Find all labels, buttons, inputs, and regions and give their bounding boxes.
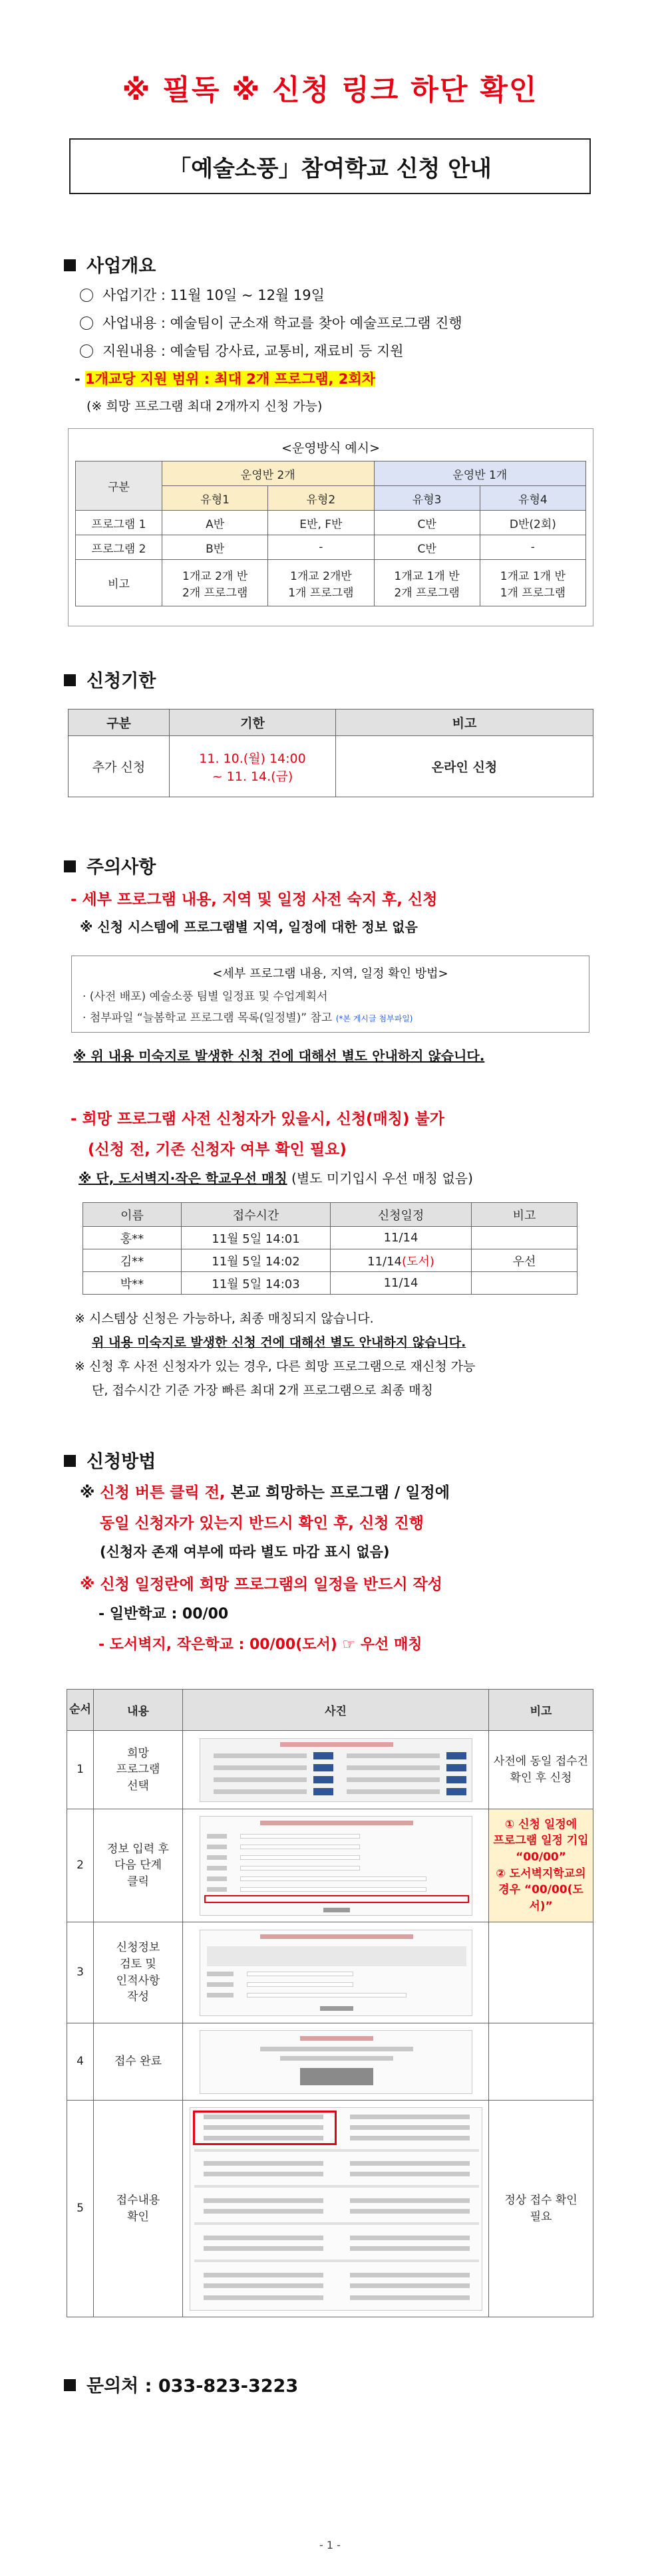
method-line-3: (신청자 존재 여부에 따라 별도 마감 표시 없음) (100, 1544, 390, 1560)
order-note (472, 1227, 578, 1249)
step-screenshot (183, 1809, 489, 1922)
step-header: 비고 (489, 1690, 593, 1731)
top-notice: ※ 필독 ※ 신청 링크 하단 확인 (122, 74, 538, 107)
ops-row (76, 511, 586, 535)
step-row (67, 2023, 593, 2101)
order-header: 비고 (472, 1203, 578, 1227)
square-bullet-icon (64, 1455, 76, 1467)
ops-cell: - (268, 535, 374, 560)
system-note-4: 단, 접수시간 기준 가장 빠른 최대 2개 프로그램으로 최종 매칭 (92, 1383, 433, 1398)
method-line-4: ※ 신청 일정란에 희망 프로그램의 일정을 반드시 작성 (80, 1576, 442, 1593)
ops-cell: D반(2회) (480, 511, 585, 535)
step-1-screenshot-image (200, 1738, 472, 1802)
step-content: 접수내용 확인 (94, 2101, 183, 2317)
order-note: 우선 (472, 1249, 578, 1272)
operation-example-box (68, 428, 593, 626)
deadline-header: 기한 (170, 709, 336, 736)
ops-header-label: 구분 (76, 461, 162, 511)
deadline-header: 비고 (336, 709, 593, 736)
order-date: 11/14 (331, 1272, 472, 1295)
method-line-1: ※ 신청 버튼 클릭 전, 본교 희망하는 프로그램 / 일정에 (80, 1484, 450, 1501)
step-header: 사진 (183, 1690, 489, 1731)
program-info-box (71, 956, 589, 1033)
overview-content: 사업내용 : 예술팀이 군소재 학교를 찾아 예술프로그램 진행 (80, 313, 462, 332)
step-number: 1 (67, 1731, 94, 1809)
operation-example-table (75, 461, 586, 606)
step-content: 희망 프로그램 선택 (94, 1731, 183, 1809)
step-note (489, 1922, 593, 2023)
ops-cell: - (480, 535, 585, 560)
ops-row-label: 프로그램 2 (76, 535, 162, 560)
method-line-6: - 도서벽지, 작은학교 : 00/00(도서) ☞ 우선 매칭 (98, 1636, 422, 1653)
ops-row-label: 프로그램 1 (76, 511, 162, 535)
step-row (67, 1809, 593, 1922)
circle-bullet-icon (80, 289, 93, 302)
step-content: 접수 완료 (94, 2023, 183, 2101)
program-info-line: · 첨부파일 “늘봄학교 프로그램 목록(일정별)” 참고 (*본 게시글 첨부파일) (82, 1011, 413, 1025)
ops-type: 유형2 (268, 486, 374, 511)
order-name: 김** (83, 1249, 182, 1272)
caution-warning: ※ 위 내용 미숙지로 발생한 신청 건에 대해선 별도 안내하지 않습니다. (73, 1048, 485, 1064)
circle-bullet-icon (80, 317, 93, 330)
step-row (67, 1731, 593, 1809)
deadline-row (69, 736, 593, 797)
step-note: ① 신청 일정에 프로그램 일정 기입 “00/00” ② 도서벽지학교의 경우 “00/00(도서)” (489, 1809, 593, 1922)
step-header: 순서 (67, 1690, 94, 1731)
ops-row-label: 비고 (76, 560, 162, 606)
section-heading-caution: 주의사항 (64, 852, 156, 878)
deadline-note: 온라인 신청 (336, 736, 593, 797)
step-note: 정상 접수 확인 필요 (489, 2101, 593, 2317)
step-number: 4 (67, 2023, 94, 2101)
order-name: 박** (83, 1272, 182, 1295)
page-number: - 1 - (319, 2539, 341, 2551)
ops-row (76, 560, 586, 606)
square-bullet-icon (64, 674, 76, 686)
order-time: 11월 5일 14:02 (182, 1249, 331, 1272)
ops-group-2: 운영반 1개 (374, 461, 586, 486)
step-3-screenshot-image (200, 1930, 472, 2016)
step-row (67, 2101, 593, 2317)
square-bullet-icon (64, 2379, 76, 2391)
order-header: 이름 (83, 1203, 182, 1227)
step-2-screenshot-image (200, 1816, 472, 1916)
step-screenshot (183, 1731, 489, 1809)
square-bullet-icon (64, 860, 76, 872)
caution-item-1: - 세부 프로그램 내용, 지역 및 일정 사전 숙지 후, 신청 (71, 891, 438, 908)
caution-item-2-note: ※ 단, 도서벽지·작은 학교우선 매칭 (별도 미기입시 우선 매칭 없음) (79, 1170, 473, 1186)
ops-cell: 1개교 1개 반 1개 프로그램 (480, 560, 585, 606)
overview-scope: - 1개교당 지원 범위 : 최대 2개 프로그램, 2회차 (75, 371, 375, 387)
deadline-header: 구분 (69, 709, 170, 736)
ops-type: 유형4 (480, 486, 585, 511)
order-date: 11/14(도서) (331, 1249, 472, 1272)
document-title: 「예술소풍」참여학교 신청 안내 (69, 138, 591, 194)
application-steps-table (67, 1689, 593, 2317)
system-note-3: ※ 신청 후 사전 신청자가 있는 경우, 다른 희망 프로그램으로 재신청 가능 (75, 1359, 476, 1374)
method-line-2: 동일 신청자가 있는지 반드시 확인 후, 신청 진행 (100, 1515, 424, 1532)
order-name: 홍** (83, 1227, 182, 1249)
program-info-caption: <세부 프로그램 내용, 지역, 일정 확인 방법> (212, 967, 448, 981)
ops-type: 유형1 (162, 486, 268, 511)
ops-cell: 1개교 2개반 1개 프로그램 (268, 560, 374, 606)
ops-cell: B반 (162, 535, 268, 560)
order-header: 신청일정 (331, 1203, 472, 1227)
step-content: 정보 입력 후 다음 단계 클릭 (94, 1809, 183, 1922)
table-row (83, 1227, 578, 1249)
contact-info: 문의처 : 033-823-3223 (64, 2371, 298, 2397)
order-example-table (82, 1202, 578, 1295)
operation-example-caption: <운영방식 예시> (281, 441, 380, 455)
ops-cell: C반 (374, 535, 480, 560)
step-5-screenshot-image (190, 2107, 482, 2311)
square-bullet-icon (64, 259, 76, 271)
deadline-period: 11. 10.(월) 14:00 ~ 11. 14.(금) (170, 736, 336, 797)
overview-scope-note: (※ 희망 프로그램 최대 2개까지 신청 가능) (86, 399, 323, 414)
deadline-table (68, 709, 593, 797)
caution-item-1-note: ※ 신청 시스템에 프로그램별 지역, 일정에 대한 정보 없음 (80, 919, 418, 935)
order-header: 접수시간 (182, 1203, 331, 1227)
step-screenshot (183, 1922, 489, 2023)
table-row (83, 1272, 578, 1295)
section-heading-deadline: 신청기한 (64, 666, 156, 692)
step-content: 신청정보 검토 및 인적사항 작성 (94, 1922, 183, 2023)
section-heading-method: 신청방법 (64, 1447, 156, 1473)
table-row (83, 1249, 578, 1272)
overview-support: 지원내용 : 예술팀 강사료, 교통비, 재료비 등 지원 (80, 340, 404, 360)
step-4-screenshot-image (200, 2030, 472, 2094)
step-note: 사전에 동일 접수건 확인 후 신청 (489, 1731, 593, 1809)
ops-type: 유형3 (374, 486, 480, 511)
order-time: 11월 5일 14:01 (182, 1227, 331, 1249)
method-line-5: - 일반학교 : 00/00 (98, 1606, 229, 1622)
step-note (489, 2023, 593, 2101)
step-row (67, 1922, 593, 2023)
step-number: 3 (67, 1922, 94, 2023)
overview-period: 사업기간 : 11월 10일 ~ 12월 19일 (80, 285, 325, 305)
caution-item-2: - 희망 프로그램 사전 신청자가 있을시, 신청(매칭) 불가 (71, 1110, 444, 1128)
step-number: 2 (67, 1809, 94, 1922)
system-note-1: ※ 시스템상 신청은 가능하나, 최종 매칭되지 않습니다. (75, 1311, 374, 1326)
order-date: 11/14 (331, 1227, 472, 1249)
ops-cell: A반 (162, 511, 268, 535)
ops-cell: E반, F반 (268, 511, 374, 535)
ops-cell: 1개교 2개 반 2개 프로그램 (162, 560, 268, 606)
ops-group-1: 운영반 2개 (162, 461, 375, 486)
step-screenshot (183, 2023, 489, 2101)
step-header: 내용 (94, 1690, 183, 1731)
circle-bullet-icon (80, 344, 93, 358)
order-note (472, 1272, 578, 1295)
order-time: 11월 5일 14:03 (182, 1272, 331, 1295)
deadline-type: 추가 신청 (69, 736, 170, 797)
ops-row (76, 535, 586, 560)
step-screenshot (183, 2101, 489, 2317)
caution-item-2-sub: (신청 전, 기존 신청자 여부 확인 필요) (88, 1141, 347, 1158)
step-number: 5 (67, 2101, 94, 2317)
ops-cell: C반 (374, 511, 480, 535)
program-info-line: · (사전 배포) 예술소풍 팀별 일정표 및 수업계획서 (82, 990, 328, 1003)
ops-cell: 1개교 1개 반 2개 프로그램 (374, 560, 480, 606)
section-heading-overview: 사업개요 (64, 251, 156, 277)
system-note-2: 위 내용 미숙지로 발생한 신청 건에 대해선 별도 안내하지 않습니다. (92, 1335, 466, 1350)
